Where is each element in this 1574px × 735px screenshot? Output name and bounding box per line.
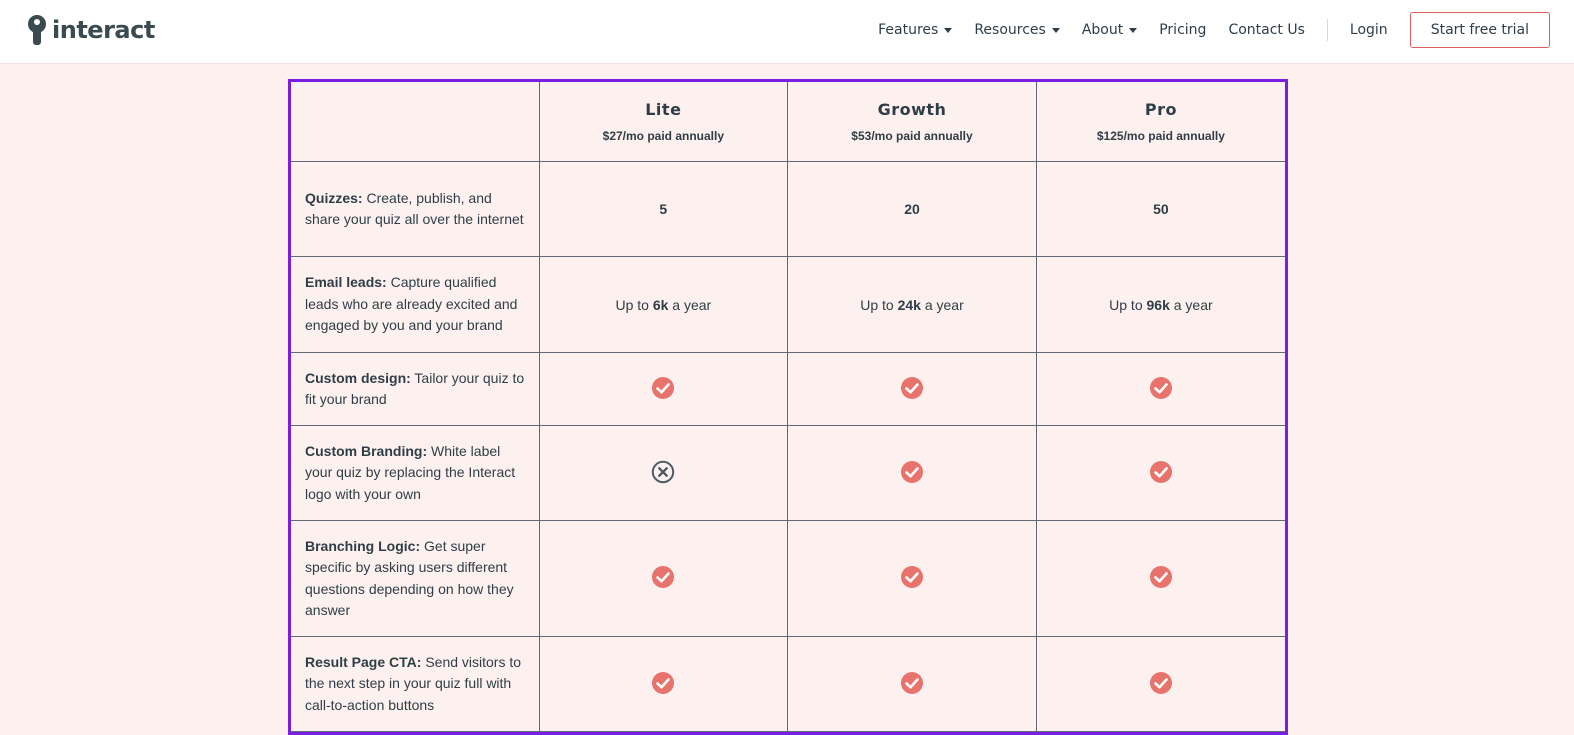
- lead-limit-suffix: a year: [668, 296, 712, 313]
- nav-resources-label: Resources: [974, 22, 1046, 38]
- check-circle-icon: [900, 565, 924, 589]
- feature-description-cell: [291, 637, 539, 732]
- nav-divider: [1327, 19, 1328, 41]
- brand-name: interact: [52, 16, 155, 44]
- feature-title: Branching Logic:: [305, 537, 421, 554]
- chevron-down-icon: [944, 28, 952, 33]
- plan-name: Pro: [1144, 100, 1177, 119]
- start-free-trial-button[interactable]: Start free trial: [1410, 12, 1550, 48]
- nav-pricing-label: Pricing: [1159, 22, 1207, 38]
- lead-limit-prefix: Up to: [1109, 296, 1147, 313]
- feature-rows: [291, 162, 1285, 732]
- main-nav: [856, 12, 1550, 48]
- plan-value-cell: [539, 257, 788, 353]
- plan-value-cell: [788, 257, 1037, 353]
- plan-value-cell: [1036, 162, 1285, 257]
- lead-limit-suffix: a year: [920, 296, 964, 313]
- check-circle-icon: [1149, 376, 1173, 400]
- plan-value-cell: [788, 162, 1037, 257]
- feature-description-cell: [291, 353, 539, 426]
- lead-limit-value: 96k: [1146, 296, 1170, 313]
- check-circle-icon: [900, 376, 924, 400]
- plan-value-cell: [788, 353, 1037, 426]
- feature-title: Custom design:: [305, 369, 411, 386]
- check-circle-icon: [1149, 565, 1173, 589]
- feature-row: [291, 162, 1285, 257]
- feature-description-cell: [291, 257, 539, 353]
- nav-features[interactable]: [878, 22, 952, 38]
- plan-name: Growth: [877, 100, 947, 119]
- feature-description-cell: [291, 521, 539, 637]
- check-circle-icon: [900, 460, 924, 484]
- pricing-comparison-table: [288, 79, 1288, 735]
- plan-value-cell: [788, 426, 1037, 521]
- quiz-limit-value: 5: [659, 201, 668, 217]
- feature-header-empty-cell: [291, 82, 539, 162]
- nav-about[interactable]: [1082, 22, 1137, 38]
- lead-limit-value: 24k: [897, 296, 921, 313]
- feature-title: Email leads:: [305, 274, 387, 291]
- plan-header-lite: [539, 82, 788, 162]
- feature-row: [291, 637, 1285, 732]
- feature-row: [291, 257, 1285, 353]
- plan-price: $27/mo paid annually: [602, 129, 725, 143]
- logo-icon: [24, 14, 50, 46]
- check-circle-icon: [900, 671, 924, 695]
- feature-description: Capture qualified leads who are already excited and engaged by you and your brand: [305, 274, 518, 334]
- lead-limit-prefix: Up to: [860, 296, 898, 313]
- plan-price: $125/mo paid annually: [1096, 129, 1225, 143]
- feature-description-cell: [291, 426, 539, 521]
- plan-value-cell: [539, 353, 788, 426]
- plan-value-cell: [1036, 637, 1285, 732]
- check-circle-icon: [651, 376, 675, 400]
- feature-title: Custom Branding:: [305, 442, 428, 459]
- plan-value-cell: [1036, 521, 1285, 637]
- check-circle-icon: [651, 671, 675, 695]
- check-circle-icon: [1149, 460, 1173, 484]
- feature-row: [291, 426, 1285, 521]
- plan-value-cell: [1036, 426, 1285, 521]
- feature-description: Get super specific by asking users different questions depending on how they answer: [305, 537, 514, 618]
- nav-about-label: About: [1081, 22, 1124, 38]
- quiz-limit-value: 50: [1153, 201, 1169, 217]
- quiz-limit-value: 20: [904, 201, 920, 217]
- nav-resources[interactable]: [974, 22, 1060, 38]
- plan-value-cell: [539, 162, 788, 257]
- plan-value-cell: [1036, 353, 1285, 426]
- nav-contact-label: Contact Us: [1228, 22, 1305, 38]
- lead-limit-suffix: a year: [1169, 296, 1213, 313]
- x-circle-icon: [651, 460, 675, 484]
- feature-title: Quizzes:: [305, 189, 363, 206]
- feature-description: Create, publish, and share your quiz all over the internet: [305, 189, 524, 227]
- plan-name: Lite: [645, 100, 682, 119]
- plan-value-cell: [539, 426, 788, 521]
- feature-row: [291, 521, 1285, 637]
- chevron-down-icon: [1129, 28, 1137, 33]
- login-link[interactable]: [1350, 22, 1388, 38]
- nav-pricing[interactable]: [1159, 22, 1206, 38]
- feature-description: Send visitors to the next step in your quiz full with call-to-action buttons: [305, 653, 522, 713]
- plan-header-growth: [788, 82, 1037, 162]
- feature-row: [291, 353, 1285, 426]
- check-circle-icon: [651, 565, 675, 589]
- lead-limit-prefix: Up to: [615, 296, 653, 313]
- lead-limit-value: 6k: [652, 296, 669, 313]
- plan-value-cell: [1036, 257, 1285, 353]
- login-label: Login: [1349, 22, 1388, 38]
- plan-price: $53/mo paid annually: [851, 129, 973, 143]
- brand-logo[interactable]: [24, 14, 155, 46]
- top-navigation-bar: [0, 0, 1574, 64]
- feature-description: White label your quiz by replacing the Interact logo with your own: [305, 442, 516, 502]
- feature-description-cell: [291, 162, 539, 257]
- feature-description: Tailor your quiz to fit your brand: [305, 369, 525, 407]
- plan-value-cell: [788, 637, 1037, 732]
- plan-header-pro: [1036, 82, 1285, 162]
- nav-features-label: Features: [878, 22, 939, 38]
- plan-value-cell: [539, 521, 788, 637]
- plan-value-cell: [788, 521, 1037, 637]
- nav-contact-us[interactable]: [1228, 22, 1304, 38]
- plan-value-cell: [539, 637, 788, 732]
- check-circle-icon: [1149, 671, 1173, 695]
- feature-title: Result Page CTA:: [305, 653, 422, 670]
- chevron-down-icon: [1052, 28, 1060, 33]
